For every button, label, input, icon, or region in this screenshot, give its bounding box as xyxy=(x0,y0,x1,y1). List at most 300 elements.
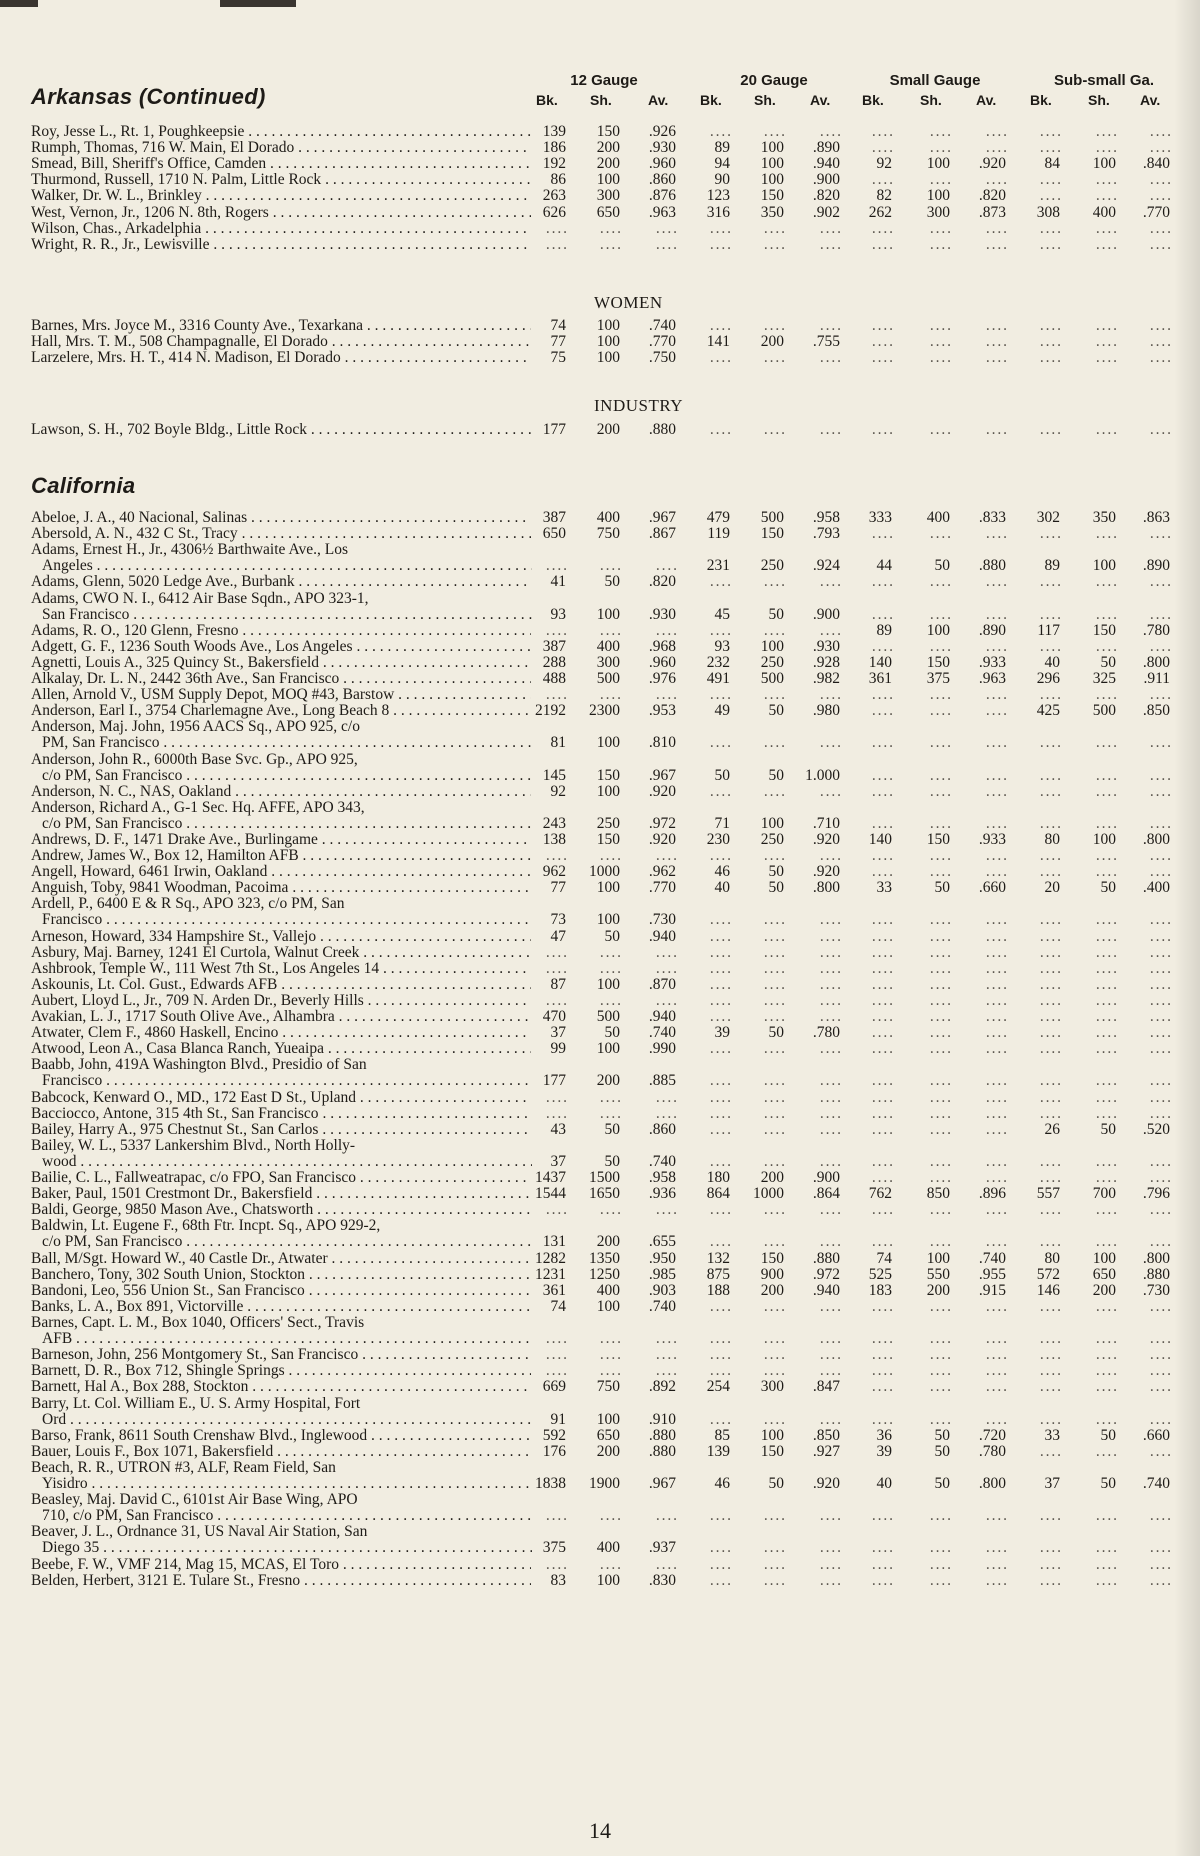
cell-av: . . . . xyxy=(1149,766,1170,784)
cell-bk: 479 xyxy=(706,509,730,526)
table-row xyxy=(31,591,1181,623)
cell-av: .980 xyxy=(812,702,840,720)
cell-bk: . . . . xyxy=(1039,1088,1060,1106)
cell-av: . . . . xyxy=(985,421,1006,438)
cell-av: .810 xyxy=(648,734,676,752)
cell-bk: 50 xyxy=(714,766,730,784)
cell-bk: . . . . xyxy=(871,1555,892,1573)
member-name-address: Arneson, Howard, 334 Hampshire St., Vallejo . . . xyxy=(31,929,531,945)
table-row xyxy=(31,977,1181,993)
cell-sh: 100 xyxy=(596,605,620,623)
cell-av: .927 xyxy=(812,1442,840,1460)
sub-header-av: Av. xyxy=(976,92,997,108)
cell-sh: 150 xyxy=(596,831,620,848)
cell-bk: . . . . xyxy=(545,1088,566,1106)
member-name-address: Barnes, Mrs. Joyce M., 3316 County Ave., Texarkana . . . xyxy=(31,318,531,334)
cell-sh: . . . . xyxy=(929,1008,950,1026)
table-row xyxy=(31,1025,1181,1041)
cell-av: . . . . xyxy=(819,317,840,334)
cell-sh: 400 xyxy=(596,1281,620,1299)
cell-sh: . . . . xyxy=(763,235,784,253)
member-name-address: Larzelere, Mrs. H. T., 414 N. Madison, El Dorado . . . xyxy=(31,350,531,366)
cell-sh: 200 xyxy=(596,1442,620,1460)
cell-bk: . . . . xyxy=(1039,814,1060,832)
table-row xyxy=(31,422,1181,438)
cell-sh: 550 xyxy=(926,1265,950,1283)
cell-bk: . . . . xyxy=(709,219,730,237)
cell-sh: 1250 xyxy=(589,1265,620,1283)
table-row xyxy=(31,623,1181,639)
cell-bk: 132 xyxy=(706,1249,730,1267)
member-name-address: Beebe, F. W., VMF 214, Mag 15, MCAS, El Toro . . . xyxy=(31,1557,531,1573)
cell-av: .976 xyxy=(648,670,676,687)
cell-av: . . . . xyxy=(985,1233,1006,1251)
member-name-address: Belden, Herbert, 3121 E. Tulare St., Fresno . . . xyxy=(31,1573,531,1589)
cell-bk: 1231 xyxy=(535,1265,566,1283)
cell-sh: 300 xyxy=(596,653,620,671)
cell-sh: . . . . xyxy=(1095,1104,1116,1122)
cell-av: .740 xyxy=(978,1249,1006,1267)
cell-bk: . . . . xyxy=(709,621,730,639)
sub-header-sh: Sh. xyxy=(590,92,612,108)
cell-av: .655 xyxy=(648,1233,676,1251)
cell-bk: . . . . xyxy=(1039,1555,1060,1573)
member-name-continued: c/o PM, San Francisco . . . xyxy=(42,816,532,832)
cell-sh: . . . . xyxy=(929,992,950,1009)
cell-bk: . . . . xyxy=(1039,349,1060,367)
member-name-address: Barneson, John, 256 Montgomery St., San Francisco . . . xyxy=(31,1347,531,1363)
cell-av: . . . . xyxy=(985,814,1006,832)
cell-sh: . . . . xyxy=(599,992,620,1009)
sub-header-bk: Bk. xyxy=(536,92,558,108)
member-name-address: Barnett, D. R., Box 712, Shingle Springs . . . xyxy=(31,1363,531,1379)
cell-sh: . . . . xyxy=(763,1362,784,1380)
cell-av: . . . . xyxy=(655,1362,676,1380)
member-name-address: Andrews, D. F., 1471 Drake Ave., Burlingame . . . xyxy=(31,832,531,848)
cell-sh: . . . . xyxy=(763,734,784,752)
cell-sh: 200 xyxy=(926,1281,950,1299)
cell-av: . . . . xyxy=(655,557,676,575)
cell-av: . . . . xyxy=(1149,943,1170,961)
cell-av: .926 xyxy=(648,123,676,140)
member-name-address: Ball, M/Sgt. Howard W., 40 Castle Dr., Atwater . . . xyxy=(31,1251,531,1267)
table-row xyxy=(31,993,1181,1009)
member-name-continued: AFB . . . xyxy=(42,1331,532,1347)
member-name-address: Adams, R. O., 120 Glenn, Fresno . . . xyxy=(31,623,531,639)
cell-sh: 200 xyxy=(596,1233,620,1251)
cell-bk: . . . . xyxy=(871,525,892,543)
cell-sh: . . . . xyxy=(599,1201,620,1219)
cell-bk: . . . . xyxy=(1039,333,1060,351)
cell-bk: . . . . xyxy=(709,1410,730,1428)
cell-bk: . . . . xyxy=(1039,1330,1060,1348)
cell-av: .850 xyxy=(812,1426,840,1444)
cell-sh: . . . . xyxy=(929,139,950,157)
cell-bk: . . . . xyxy=(1039,686,1060,704)
cell-bk: . . . . xyxy=(1039,1346,1060,1364)
group-title-sub-small: Sub-small Ga. xyxy=(1053,72,1155,89)
cell-sh: 100 xyxy=(760,637,784,655)
cell-bk: . . . . xyxy=(871,123,892,140)
cell-av: . . . . xyxy=(655,1088,676,1106)
cell-sh: . . . . xyxy=(763,911,784,929)
table-row xyxy=(31,1379,1181,1395)
cell-av: . . . . xyxy=(819,1233,840,1251)
cell-bk: 308 xyxy=(1036,203,1060,221)
member-name-address: Beaver, J. L., Ordnance 31, US Naval Air Station, San xyxy=(31,1524,368,1541)
cell-sh: 100 xyxy=(926,1249,950,1267)
cell-av: . . . . xyxy=(819,573,840,591)
cell-bk: 40 xyxy=(1044,653,1060,671)
cell-bk: 387 xyxy=(542,637,566,655)
section-title-california: California xyxy=(31,473,136,498)
cell-av: .940 xyxy=(812,1281,840,1299)
cell-av: . . . . xyxy=(655,1507,676,1525)
cell-bk: . . . . xyxy=(1039,139,1060,157)
cell-sh: . . . . xyxy=(763,1201,784,1219)
table-row xyxy=(31,848,1181,864)
cell-sh: . . . . xyxy=(1095,734,1116,752)
cell-bk: . . . . xyxy=(871,1169,892,1187)
cell-bk: . . . . xyxy=(1039,605,1060,623)
cell-bk: 26 xyxy=(1044,1120,1060,1138)
cell-bk: 89 xyxy=(714,139,730,157)
member-name-address: Banks, L. A., Box 891, Victorville . . . xyxy=(31,1299,531,1315)
cell-sh: . . . . xyxy=(1095,1008,1116,1026)
cell-sh: . . . . xyxy=(929,782,950,800)
cell-av: . . . . xyxy=(985,702,1006,720)
cell-av: .847 xyxy=(812,1378,840,1396)
cell-sh: 100 xyxy=(926,155,950,173)
cell-av: . . . . xyxy=(1149,573,1170,591)
cell-av: . . . . xyxy=(819,911,840,929)
cell-sh: 50 xyxy=(604,1120,620,1138)
cell-av: .880 xyxy=(648,421,676,438)
cell-av: . . . . xyxy=(1149,235,1170,253)
cell-sh: . . . . xyxy=(763,1539,784,1557)
cell-bk: . . . . xyxy=(871,1072,892,1090)
cell-sh: . . . . xyxy=(929,1330,950,1348)
table-row xyxy=(31,1267,1181,1283)
cell-sh: 100 xyxy=(1092,1249,1116,1267)
cell-sh: . . . . xyxy=(1095,605,1116,623)
cell-av: . . . . xyxy=(819,235,840,253)
cell-av: .770 xyxy=(648,333,676,351)
cell-sh: 1900 xyxy=(589,1474,620,1492)
cell-av: .972 xyxy=(648,814,676,832)
group-title-12-gauge: 12 Gauge xyxy=(570,72,638,89)
cell-av: . . . . xyxy=(655,1346,676,1364)
cell-bk: . . . . xyxy=(709,992,730,1009)
cell-bk: 91 xyxy=(550,1410,566,1428)
cell-bk: . . . . xyxy=(1039,1539,1060,1557)
cell-sh: . . . . xyxy=(929,235,950,253)
cell-sh: . . . . xyxy=(1095,171,1116,189)
cell-bk: . . . . xyxy=(871,686,892,704)
cell-bk: 425 xyxy=(1036,702,1060,720)
cell-bk: . . . . xyxy=(1039,1571,1060,1589)
cell-av: .867 xyxy=(648,525,676,543)
cell-sh: . . . . xyxy=(763,992,784,1009)
member-name-address: Hall, Mrs. T. M., 508 Champagnalle, El Dorado . . . xyxy=(31,334,531,350)
cell-bk: . . . . xyxy=(545,1555,566,1573)
cell-av: . . . . xyxy=(1149,1555,1170,1573)
cell-av: .930 xyxy=(648,605,676,623)
cell-bk: 33 xyxy=(1044,1426,1060,1444)
cell-av: .928 xyxy=(812,653,840,671)
table-row xyxy=(31,832,1181,848)
cell-sh: . . . . xyxy=(929,573,950,591)
cell-sh: . . . . xyxy=(1095,525,1116,543)
cell-sh: . . . . xyxy=(1095,1539,1116,1557)
cell-bk: 470 xyxy=(542,1008,566,1026)
cell-sh: . . . . xyxy=(929,1201,950,1219)
cell-av: . . . . xyxy=(819,1201,840,1219)
cell-av: . . . . xyxy=(1149,847,1170,865)
cell-sh: 50 xyxy=(1100,653,1116,671)
cell-sh: . . . . xyxy=(929,1024,950,1042)
cell-bk: . . . . xyxy=(709,1008,730,1026)
cell-sh: 50 xyxy=(768,863,784,881)
cell-av: .660 xyxy=(978,879,1006,897)
member-name-address: Banchero, Tony, 302 South Union, Stockton . . . xyxy=(31,1267,531,1283)
cell-bk: . . . . xyxy=(709,847,730,865)
cell-bk: 962 xyxy=(542,863,566,881)
cell-bk: 40 xyxy=(714,879,730,897)
cell-av: .890 xyxy=(978,621,1006,639)
cell-bk: . . . . xyxy=(871,911,892,929)
cell-bk: . . . . xyxy=(709,959,730,977)
cell-bk: . . . . xyxy=(709,573,730,591)
cell-sh: . . . . xyxy=(929,1104,950,1122)
cell-bk: . . . . xyxy=(709,317,730,334)
cell-bk: 94 xyxy=(714,155,730,173)
cell-bk: . . . . xyxy=(1039,943,1060,961)
table-row xyxy=(31,510,1181,526)
cell-bk: 77 xyxy=(550,879,566,897)
cell-sh: 100 xyxy=(596,1297,620,1315)
cell-sh: 150 xyxy=(1092,621,1116,639)
cell-sh: 100 xyxy=(596,734,620,752)
cell-sh: . . . . xyxy=(1095,911,1116,929)
cell-bk: . . . . xyxy=(871,573,892,591)
cell-sh: . . . . xyxy=(599,686,620,704)
cell-bk: 139 xyxy=(706,1442,730,1460)
cell-sh: . . . . xyxy=(599,219,620,237)
cell-av: . . . . xyxy=(1149,734,1170,752)
cell-sh: . . . . xyxy=(1095,187,1116,205)
cell-sh: 100 xyxy=(596,317,620,334)
table-row xyxy=(31,896,1181,928)
cell-bk: . . . . xyxy=(871,1378,892,1396)
cell-av: . . . . xyxy=(985,1346,1006,1364)
table-row xyxy=(31,961,1181,977)
table-row xyxy=(31,221,1181,237)
cell-av: . . . . xyxy=(655,686,676,704)
cell-sh: . . . . xyxy=(599,1362,620,1380)
cell-bk: 140 xyxy=(868,831,892,848)
cell-sh: 50 xyxy=(934,879,950,897)
table-row xyxy=(31,945,1181,961)
cell-bk: 762 xyxy=(868,1185,892,1203)
table-row xyxy=(31,237,1181,253)
cell-av: . . . . xyxy=(985,992,1006,1009)
cell-sh: 400 xyxy=(1092,203,1116,221)
cell-av: . . . . xyxy=(819,1346,840,1364)
cell-bk: . . . . xyxy=(871,1346,892,1364)
cell-av: .920 xyxy=(978,155,1006,173)
cell-sh: . . . . xyxy=(929,1233,950,1251)
table-row xyxy=(31,318,1181,334)
cell-av: .740 xyxy=(648,1152,676,1170)
cell-sh: 650 xyxy=(1092,1265,1116,1283)
cell-bk: . . . . xyxy=(709,1152,730,1170)
cell-sh: 1500 xyxy=(589,1169,620,1187)
member-name-address: Ashbrook, Temple W., 111 West 7th St., Los Angeles 14 . . . xyxy=(31,961,531,977)
cell-av: .833 xyxy=(978,509,1006,526)
group-title-small-gauge: Small Gauge xyxy=(889,72,981,89)
cell-sh: 1350 xyxy=(589,1249,620,1267)
cell-sh: 100 xyxy=(760,171,784,189)
member-name-address: Anderson, N. C., NAS, Oakland . . . xyxy=(31,784,531,800)
cell-av: . . . . xyxy=(985,573,1006,591)
section-title-arkansas: Arkansas (Continued) xyxy=(31,84,266,109)
cell-sh: 100 xyxy=(596,1410,620,1428)
cell-bk: . . . . xyxy=(709,1120,730,1138)
cell-bk: 87 xyxy=(550,975,566,993)
cell-av: . . . . xyxy=(985,1104,1006,1122)
member-name-address: Thurmond, Russell, 1710 N. Palm, Little Rock . . . xyxy=(31,172,531,188)
cell-bk: . . . . xyxy=(545,557,566,575)
cell-av: .930 xyxy=(812,637,840,655)
cell-bk: 232 xyxy=(706,653,730,671)
table-row xyxy=(31,1170,1181,1186)
cell-av: . . . . xyxy=(985,1555,1006,1573)
cell-sh: . . . . xyxy=(929,171,950,189)
cell-sh: . . . . xyxy=(1095,1442,1116,1460)
cell-av: .820 xyxy=(648,573,676,591)
cell-av: . . . . xyxy=(1149,637,1170,655)
cell-av: .911 xyxy=(1143,670,1170,687)
cell-sh: 50 xyxy=(934,1426,950,1444)
cell-bk: 37 xyxy=(1044,1474,1060,1492)
cell-av: .770 xyxy=(1142,203,1170,221)
cell-av: .660 xyxy=(1142,1426,1170,1444)
cell-sh: . . . . xyxy=(1095,863,1116,881)
cell-av: . . . . xyxy=(985,349,1006,367)
cell-sh: . . . . xyxy=(1095,219,1116,237)
member-name-address: Rumph, Thomas, 716 W. Main, El Dorado . . . xyxy=(31,140,531,156)
cell-av: .985 xyxy=(648,1265,676,1283)
cell-av: . . . . xyxy=(819,992,840,1009)
member-name-address: Beach, R. R., UTRON #3, ALF, Ream Field, San xyxy=(31,1459,336,1476)
cell-av: .940 xyxy=(812,155,840,173)
cell-sh: . . . . xyxy=(929,1088,950,1106)
cell-av: . . . . xyxy=(985,927,1006,945)
cell-sh: 150 xyxy=(926,831,950,848)
cell-sh: 50 xyxy=(934,1442,950,1460)
cell-bk: 33 xyxy=(876,879,892,897)
cell-sh: . . . . xyxy=(929,1346,950,1364)
cell-sh: . . . . xyxy=(1095,686,1116,704)
cell-av: .740 xyxy=(648,1024,676,1042)
cell-bk: 146 xyxy=(1036,1281,1060,1299)
cell-bk: 262 xyxy=(868,203,892,221)
cell-av: .967 xyxy=(648,509,676,526)
cell-sh: . . . . xyxy=(763,847,784,865)
member-name-address: Anderson, Maj. John, 1956 AACS Sq., APO 925, c/o xyxy=(31,719,360,736)
cell-av: .863 xyxy=(1142,509,1170,526)
cell-bk: . . . . xyxy=(1039,1201,1060,1219)
cell-av: . . . . xyxy=(819,959,840,977)
cell-sh: 200 xyxy=(596,139,620,157)
member-name-address: Aubert, Lloyd L., Jr., 709 N. Arden Dr., Beverly Hills . . . xyxy=(31,993,531,1009)
cell-av: .720 xyxy=(978,1426,1006,1444)
member-name-continued: Yisidro . . . xyxy=(42,1476,532,1492)
cell-sh: . . . . xyxy=(763,1346,784,1364)
cell-sh: 100 xyxy=(596,911,620,929)
cell-sh: 375 xyxy=(926,670,950,687)
cell-bk: . . . . xyxy=(709,1362,730,1380)
table-row xyxy=(31,1460,1181,1492)
cell-av: .780 xyxy=(812,1024,840,1042)
cell-av: .933 xyxy=(978,831,1006,848)
cell-bk: 39 xyxy=(876,1442,892,1460)
cell-bk: . . . . xyxy=(1039,1378,1060,1396)
cell-av: . . . . xyxy=(985,1362,1006,1380)
group-title-20-gauge: 20 Gauge xyxy=(740,72,808,89)
cell-av: . . . . xyxy=(985,1297,1006,1315)
cell-bk: . . . . xyxy=(545,1346,566,1364)
cell-av: .972 xyxy=(812,1265,840,1283)
cell-av: . . . . xyxy=(985,975,1006,993)
cell-bk: 75 xyxy=(550,349,566,367)
cell-sh: . . . . xyxy=(929,847,950,865)
cell-sh: 150 xyxy=(760,1442,784,1460)
cell-av: . . . . xyxy=(819,1040,840,1058)
cell-bk: . . . . xyxy=(1039,1233,1060,1251)
cell-bk: 177 xyxy=(542,1072,566,1090)
cell-bk: 84 xyxy=(1044,155,1060,173)
cell-bk: . . . . xyxy=(1039,959,1060,977)
cell-av: . . . . xyxy=(1149,911,1170,929)
cell-av: .892 xyxy=(648,1378,676,1396)
cell-av: .750 xyxy=(648,349,676,367)
member-name-address: Walker, Dr. W. L., Brinkley . . . xyxy=(31,188,531,204)
cell-sh: . . . . xyxy=(929,1120,950,1138)
cell-av: . . . . xyxy=(1149,927,1170,945)
cell-av: .780 xyxy=(1142,621,1170,639)
table-row xyxy=(31,784,1181,800)
cell-bk: 46 xyxy=(714,863,730,881)
member-name-address: Barry, Lt. Col. William E., U. S. Army Hospital, Fort xyxy=(31,1395,361,1412)
cell-bk: . . . . xyxy=(871,863,892,881)
cell-sh: . . . . xyxy=(599,1346,620,1364)
cell-av: . . . . xyxy=(985,1120,1006,1138)
cell-av: . . . . xyxy=(1149,333,1170,351)
table-row xyxy=(31,880,1181,896)
cell-bk: . . . . xyxy=(871,1571,892,1589)
cell-sh: 2300 xyxy=(589,702,620,720)
cell-bk: . . . . xyxy=(871,1104,892,1122)
cell-sh: 500 xyxy=(596,1008,620,1026)
cell-bk: 1838 xyxy=(535,1474,566,1492)
cell-sh: 100 xyxy=(596,1040,620,1058)
cell-sh: 200 xyxy=(596,421,620,438)
cell-sh: 150 xyxy=(760,1249,784,1267)
cell-av: . . . . xyxy=(1149,992,1170,1009)
cell-av: .920 xyxy=(812,863,840,881)
